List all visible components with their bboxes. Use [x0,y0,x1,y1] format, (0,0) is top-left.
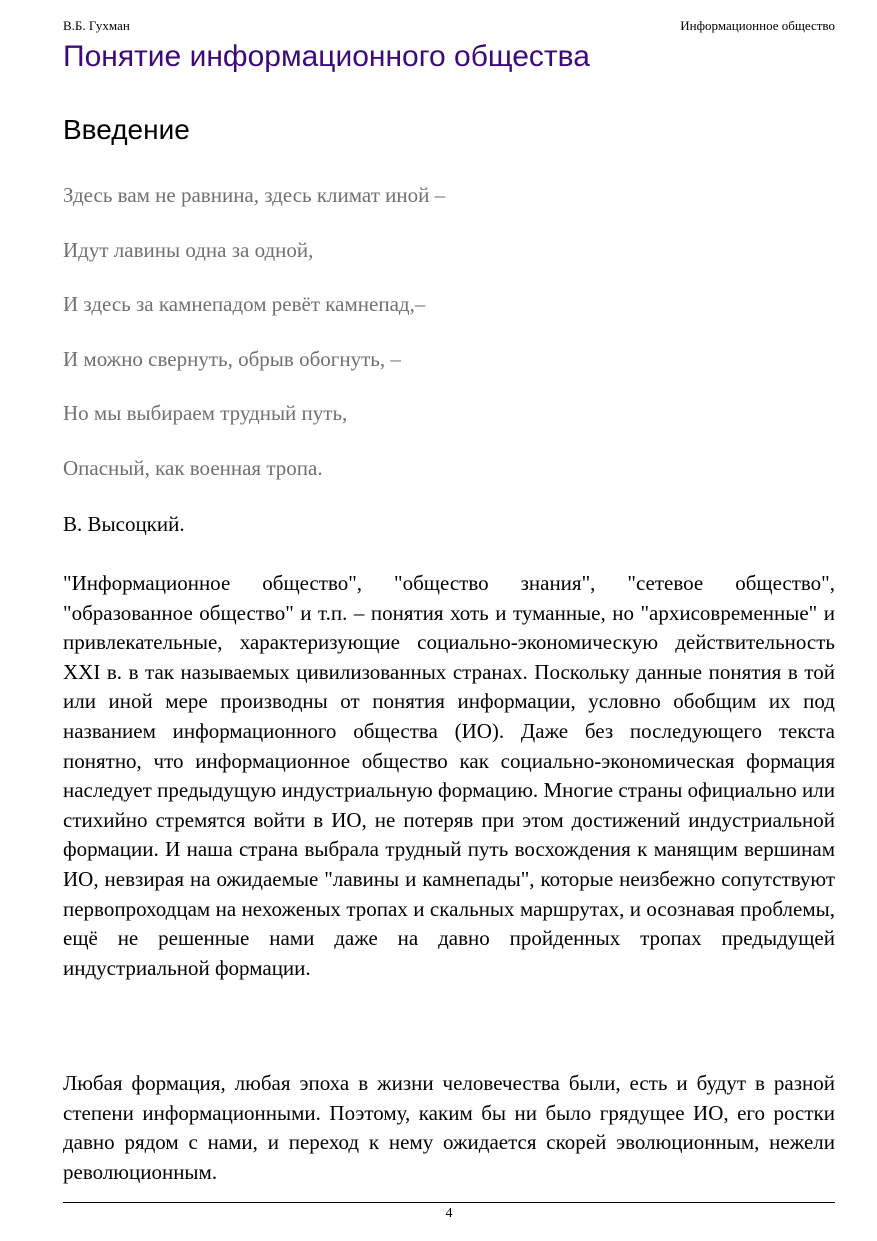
epigraph-author: В. Высоцкий. [63,512,185,536]
epigraph-line: Опасный, как военная тропа. [63,455,323,480]
epigraph-line: И здесь за камнепадом ревёт камнепад,– [63,292,426,316]
body-paragraph: "Информационное общество", "общество знания", "сетевое общество", "образованное общество" и т.п. – понятия хоть и туманные, но "архисовременные" и привлекательные, характеризующие социально-экономическую действительность XXI в. в так называемых цивилизованных странах. Поскольку данные понятия в той или иной мере производны от понятия информации, условно обобщим их под названием информационного общества (ИО). Даже без последующего текста понятно, что информационное общество как социально-экономическая формация наследует предыдущую индустриальную формацию. Многие страны официально или стихийно стремятся войти в ИО, не потеряв при этом достижений индустриальной формации. И наша страна выбрала трудный путь восхождения к манящим вершинам ИО, невзирая на ожидаемые "лавины и камнепады", которые неизбежно сопутствуют первопроходцам на нехоженых тропах и скальных маршрутах, и осознавая проблемы, ещё не решенные нами даже на давно пройденных тропах предыдущей индустриальной формации. [63,571,835,980]
body-paragraph: Любая формация, любая эпоха в жизни человечества были, есть и будут в разной степени информационными. Поэтому, каким бы ни было грядущее ИО, его ростки давно рядом с нами, и переход к нему ожидается скорей эволюционным, нежели революционным. [63,1071,835,1184]
header-running-title: Информационное общество [680,18,835,33]
page-number: 4 [445,1206,453,1221]
section-heading: Введение [63,114,190,145]
page-header [63,17,835,35]
epigraph-line: Идут лавины одна за одной, [63,237,314,262]
epigraph-line: Здесь вам не равнина, здесь климат иной – [63,183,446,207]
footer-divider [63,1202,835,1203]
epigraph-line: И можно свернуть, обрыв обогнуть, – [63,346,401,371]
epigraph-line: Но мы выбираем трудный путь, [63,401,348,425]
epigraph [63,178,835,505]
header-author: В.Б. Гухман [63,18,130,33]
document-title: Понятие информационного общества [63,40,590,73]
